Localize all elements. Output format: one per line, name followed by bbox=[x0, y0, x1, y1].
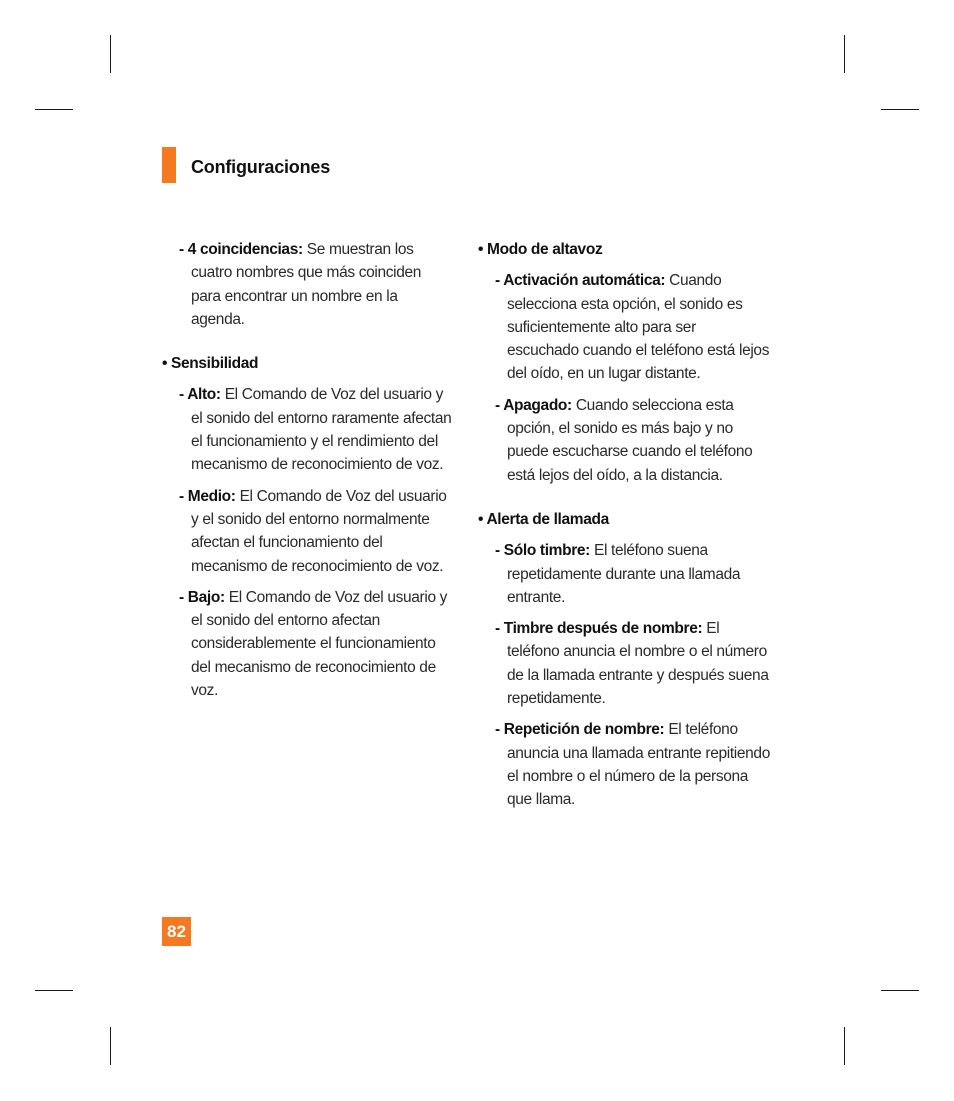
item-term: - Timbre después de nombre: bbox=[495, 620, 703, 638]
list-item bbox=[478, 269, 770, 385]
item-text: El teléfono anuncia el nombre o el número de la llamada entrante y después suena repetidamente. bbox=[507, 620, 769, 708]
left-column bbox=[162, 238, 452, 710]
item-text: Cuando selecciona esta opción, el sonido es más bajo y no puede escucharse cuando el teléfono está lejos del oído, a la distancia. bbox=[507, 396, 753, 484]
item-term: - Repetición de nombre: bbox=[495, 721, 665, 739]
list-item bbox=[478, 394, 770, 487]
list-item bbox=[162, 485, 452, 578]
crop-mark bbox=[881, 109, 919, 110]
list-item bbox=[162, 383, 452, 476]
item-term: - Sólo timbre: bbox=[495, 542, 590, 560]
section-heading-altavoz: • Modo de altavoz bbox=[478, 241, 603, 258]
item-text: El Comando de Voz del usuario y el sonido del entorno normalmente afectan el funcionamiento del mecanismo de reconocimiento de voz. bbox=[191, 487, 447, 575]
section-accent-bar bbox=[162, 147, 176, 183]
right-column bbox=[478, 238, 770, 820]
item-text: El Comando de Voz del usuario y el sonido del entorno afectan considerablemente el funcionamiento del mecanismo de reconocimiento de voz. bbox=[191, 588, 448, 700]
item-term: - Apagado: bbox=[495, 396, 572, 414]
item-text: Se muestran los cuatro nombres que más coinciden para encontrar un nombre en la agenda. bbox=[191, 241, 422, 328]
section-heading-sensibilidad: • Sensibilidad bbox=[162, 355, 259, 373]
item-term: - Medio: bbox=[179, 487, 236, 505]
list-item bbox=[478, 617, 770, 710]
page-number: 82 bbox=[162, 917, 191, 946]
section-heading-alerta: • Alerta de llamada bbox=[478, 510, 609, 528]
crop-mark bbox=[35, 990, 73, 991]
item-text: El teléfono anuncia una llamada entrante repitiendo el nombre o el número de la persona que llama. bbox=[507, 721, 770, 809]
list-item bbox=[162, 238, 452, 331]
item-term: - Bajo: bbox=[179, 588, 225, 606]
item-term: - 4 coincidencias: bbox=[179, 241, 303, 258]
crop-mark bbox=[35, 109, 73, 110]
item-text: El Comando de Voz del usuario y el sonido del entorno raramente afectan el funcionamiento y el rendimiento del mecanismo de reconocimiento de voz. bbox=[191, 386, 452, 474]
item-term: - Activación automática: bbox=[495, 272, 666, 290]
item-text: Cuando selecciona esta opción, el sonido es suficientemente alto para ser escuchado cuando el teléfono está lejos del oído, en un lugar distante. bbox=[507, 272, 770, 383]
section-title: Configuraciones bbox=[191, 157, 331, 177]
crop-mark bbox=[110, 35, 111, 73]
crop-mark bbox=[844, 35, 845, 73]
list-item bbox=[162, 586, 452, 702]
item-text: El teléfono suena repetidamente durante una llamada entrante. bbox=[507, 542, 741, 606]
list-item bbox=[478, 539, 770, 609]
crop-mark bbox=[110, 1027, 111, 1065]
item-term: - Alto: bbox=[179, 386, 221, 404]
crop-mark bbox=[844, 1027, 845, 1065]
crop-mark bbox=[881, 990, 919, 991]
list-item bbox=[478, 718, 770, 811]
